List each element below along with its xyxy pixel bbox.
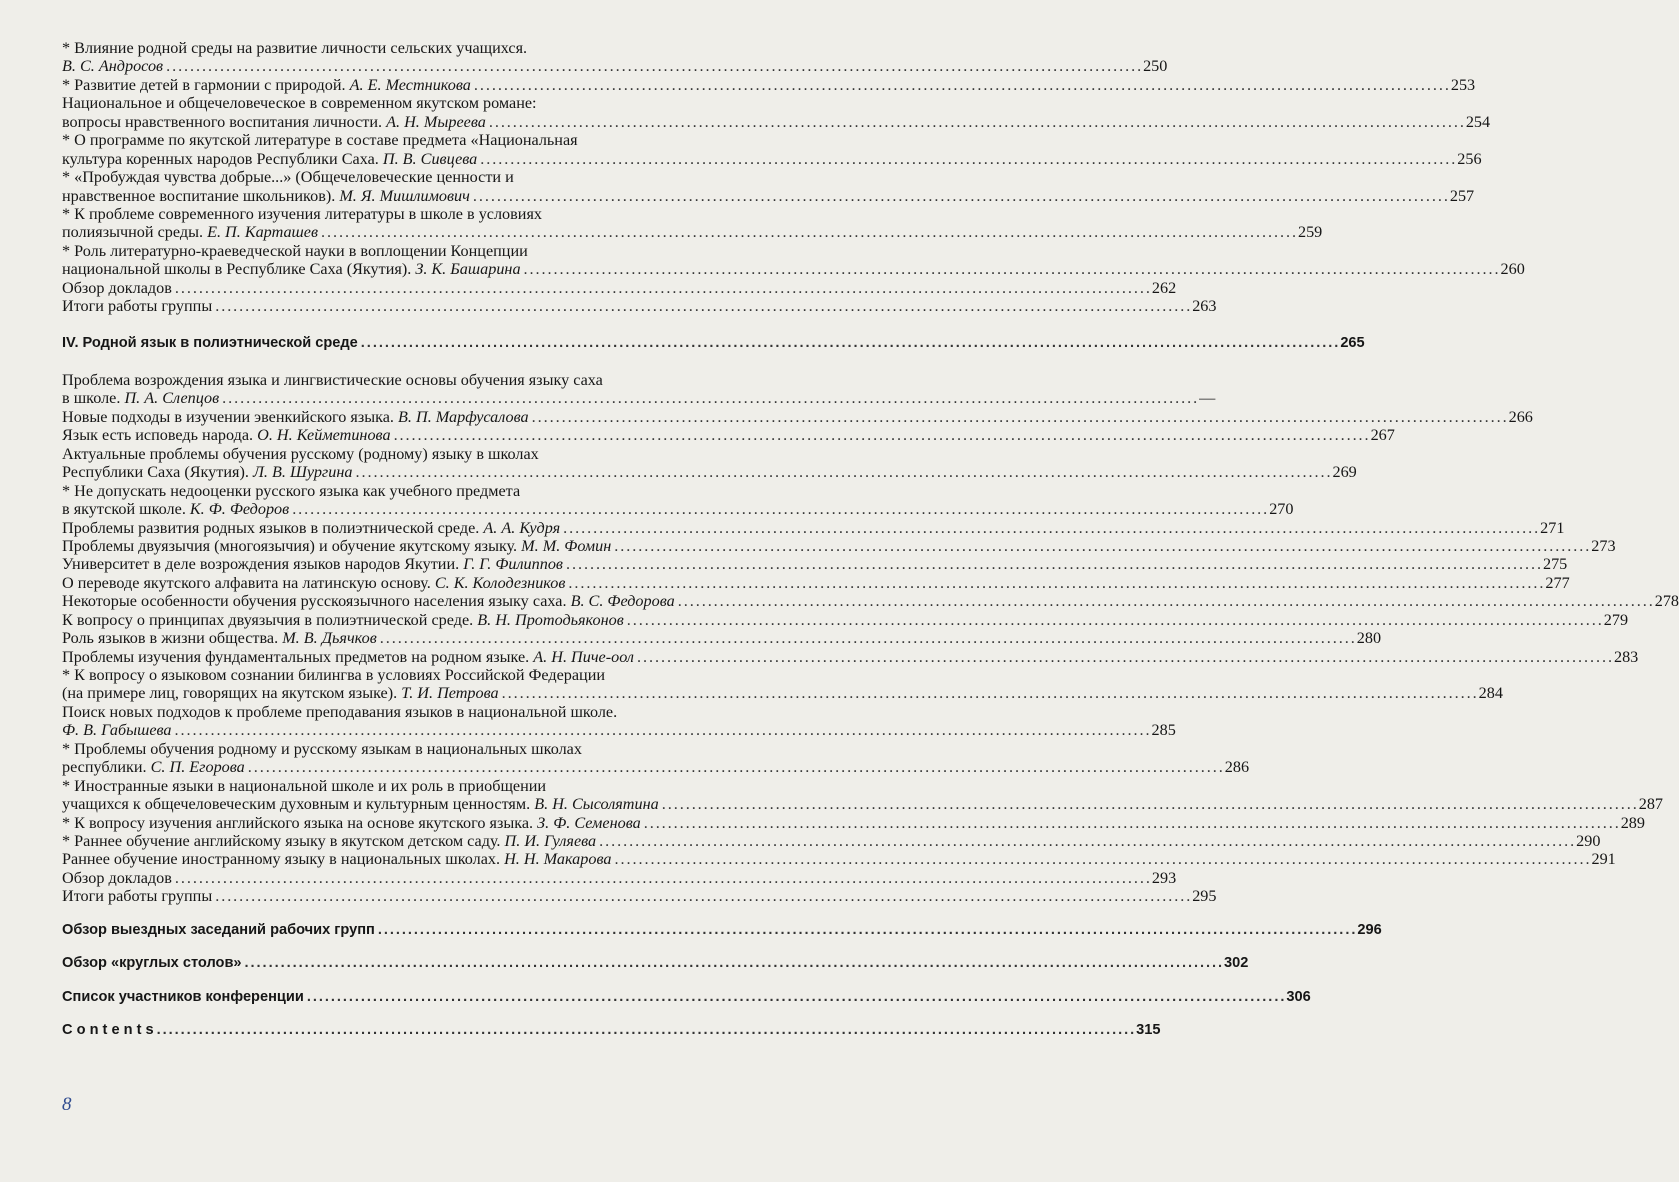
toc-line: [62, 536, 1616, 555]
dot-leader: [361, 334, 1338, 352]
toc-title: * «Пробуждая чувства добрые...» (Общечеловеческие ценности и: [62, 168, 514, 187]
toc-title: в школе.: [62, 389, 125, 408]
dot-leader: [678, 592, 1652, 610]
toc-line-text: [62, 954, 242, 972]
toc-line: [62, 297, 1217, 316]
toc-title: Итоги работы группы: [62, 297, 213, 316]
toc-line-text: [62, 850, 611, 868]
toc-line: [62, 887, 1217, 906]
toc-line-text: [62, 721, 172, 739]
toc-line: [62, 721, 1176, 740]
toc-page-number: 293: [1151, 868, 1177, 887]
toc-title: Проблемы изучения фундаментальных предметов на родном языке.: [62, 647, 534, 666]
toc-title: нравственное воспитание школьников).: [62, 186, 340, 205]
toc-section-heading: [62, 334, 1365, 352]
toc-line: [62, 463, 1357, 482]
dot-leader: [215, 297, 1189, 315]
toc-author: А. А. Кудря: [483, 518, 561, 537]
toc-line-text: [62, 408, 529, 426]
toc-title: полиязычной среды.: [62, 223, 208, 242]
toc-line-text: [62, 205, 542, 223]
toc-title: Список участников конференции: [62, 988, 304, 1005]
toc-title: Некоторые особенности обучения русскоязычного населения языку саха.: [62, 592, 571, 611]
dot-leader: [157, 1021, 1134, 1039]
dot-leader: [566, 555, 1540, 573]
toc-page-number: 271: [1540, 518, 1565, 537]
toc-author: П. И. Гуляева: [504, 831, 597, 850]
dot-leader: [378, 921, 1355, 939]
dot-leader: [245, 954, 1222, 972]
toc-spacer: [62, 939, 810, 954]
toc-line: [62, 39, 810, 57]
toc-line: [62, 242, 810, 260]
toc-title: Актуальные проблемы обучения русскому (родному) языку в школах: [62, 444, 539, 463]
toc-page-number: 290: [1576, 831, 1601, 850]
toc-page-number: 285: [1151, 721, 1176, 740]
toc-line: [62, 94, 810, 112]
toc-line: [62, 831, 1601, 850]
dot-leader: [637, 648, 1611, 666]
toc-line-text: [62, 537, 611, 555]
toc-author: С. П. Егорова: [150, 758, 245, 777]
toc-line: [62, 813, 1645, 832]
toc-line: [62, 758, 1250, 777]
toc-title: Раннее обучение иностранному языку в национальных школах.: [62, 850, 505, 869]
toc-author: З. Ф. Семенова: [537, 813, 641, 832]
toc-author: В. Н. Протодьяконов: [477, 610, 624, 629]
toc-line-text: [62, 611, 624, 629]
toc-page-number: 302: [1224, 955, 1249, 972]
toc-line-text: [62, 297, 212, 315]
dot-leader: [380, 629, 1354, 647]
toc-title: * К вопросу изучения английского языка на основе якутского языка.: [62, 813, 538, 832]
toc-author: С. К. Колодезников: [434, 573, 566, 592]
toc-page-number: 259: [1297, 223, 1323, 242]
toc-line-text: [62, 887, 212, 905]
toc-title: * Не допускать недооценки русского языка как учебного предмета: [62, 481, 521, 500]
dot-leader: [307, 988, 1284, 1006]
toc-title: учащихся к общечеловеческим духовным и культурным ценностям.: [62, 795, 535, 814]
toc-author: М. Я. Мишлимович: [339, 186, 470, 205]
toc-title: * Влияние родной среды на развитие личности сельских учащихся.: [62, 39, 528, 57]
toc-line-text: [62, 574, 565, 592]
toc-title: Итоги работы группы: [62, 887, 213, 906]
toc-title: Обзор выездных заседаний рабочих групп: [62, 921, 375, 938]
toc-title: IV. Родной язык в полиэтнической среде: [62, 335, 358, 352]
toc-line-text: [62, 168, 514, 186]
toc-section-heading: [62, 988, 1311, 1006]
toc-line: [62, 555, 1568, 574]
toc-author: П. В. Сивцева: [382, 149, 478, 168]
toc-author: Ф. В. Габышева: [62, 721, 172, 740]
toc-page-number: 286: [1224, 758, 1250, 777]
toc-page-number: 279: [1603, 610, 1629, 629]
toc-title: в якутской школе.: [62, 500, 190, 519]
table-of-contents: [62, 39, 1679, 1039]
toc-line-text: [62, 445, 539, 463]
dot-leader: [568, 574, 1542, 592]
toc-line-text: [62, 389, 219, 407]
toc-title: национальной школы в Республике Саха (Якутия).: [62, 260, 416, 279]
toc-line-text: [62, 555, 563, 573]
dot-leader: [222, 389, 1196, 407]
toc-line: [62, 482, 810, 500]
toc-line-text: [62, 150, 477, 168]
toc-line-text: [62, 223, 318, 241]
dot-leader: [614, 537, 1588, 555]
toc-line: [62, 131, 810, 149]
toc-line-text: [62, 777, 546, 795]
dot-leader: [166, 57, 1140, 75]
toc-line-text: [62, 1021, 154, 1039]
toc-page-number: 306: [1286, 988, 1311, 1005]
toc-author: П. А. Слепцов: [124, 389, 220, 408]
toc-title: * Роль литературно-краеведческой науки в воплощении Концепции: [62, 241, 528, 260]
toc-page-number: 269: [1332, 463, 1357, 482]
toc-line-text: [62, 519, 560, 537]
toc-page-number: 254: [1465, 112, 1491, 131]
dot-leader: [524, 260, 1498, 278]
toc-title: C o n t e n t s: [62, 1022, 154, 1038]
dot-leader: [292, 500, 1266, 518]
toc-section-heading: [62, 954, 1249, 972]
page-number: 8: [62, 1094, 72, 1115]
toc-page-number: 275: [1542, 555, 1568, 574]
toc-spacer: [62, 973, 810, 988]
toc-author: Г. Г. Филиппов: [463, 555, 563, 574]
toc-line-text: [62, 57, 163, 75]
toc-title: Обзор «круглых столов»: [62, 955, 242, 972]
dot-leader: [662, 795, 1636, 813]
toc-page-number: 263: [1192, 297, 1217, 316]
toc-line: [62, 260, 1525, 279]
toc-line: [62, 610, 1629, 629]
toc-author: А. Н. Мыреева: [386, 112, 486, 131]
toc-line-text: [62, 684, 499, 702]
toc-page-number: 296: [1357, 921, 1382, 938]
toc-author: К. Ф. Федоров: [189, 500, 290, 519]
dot-leader: [502, 684, 1476, 702]
toc-line: [62, 573, 1570, 592]
toc-line-text: [62, 113, 486, 131]
toc-line-text: [62, 666, 605, 684]
dot-leader: [215, 887, 1189, 905]
toc-line-text: [62, 921, 375, 939]
dot-leader: [480, 150, 1454, 168]
toc-author: В. П. Марфусалова: [398, 407, 529, 426]
toc-line: [62, 186, 1475, 205]
toc-line-text: [62, 869, 172, 887]
dot-leader: [532, 408, 1506, 426]
toc-spacer: [62, 316, 810, 335]
dot-leader: [175, 721, 1149, 739]
toc-line-text: [62, 592, 675, 610]
toc-line: [62, 777, 810, 795]
toc-page-number: 315: [1136, 1022, 1161, 1038]
toc-line-text: [62, 187, 470, 205]
toc-page-number: 262: [1151, 278, 1177, 297]
toc-author: А. Н. Пиче-оол: [533, 647, 634, 666]
toc-title: К вопросу о принципах двуязычия в полиэтнической среде.: [62, 610, 478, 629]
toc-line: [62, 684, 1503, 703]
toc-line: [62, 703, 810, 721]
toc-page-number: 277: [1545, 573, 1570, 592]
toc-title: * Проблемы обучения родному и русскому языкам в национальных школах: [62, 739, 582, 758]
toc-line: [62, 795, 1663, 814]
toc-line-text: [62, 500, 289, 518]
toc-spacer: [62, 906, 810, 921]
toc-line: [62, 426, 1395, 445]
toc-title: * К вопросу о языковом сознании билингва в условиях Российской Федерации: [62, 666, 606, 684]
toc-line-text: [62, 260, 521, 278]
toc-title: культура коренных народов Республики Саха.: [62, 149, 383, 168]
dot-leader: [644, 814, 1618, 832]
toc-line: [62, 629, 1382, 648]
toc-line: [62, 740, 810, 758]
toc-line: [62, 223, 1323, 242]
toc-title: Проблема возрождения языка и лингвистические основы обучения языку саха: [62, 371, 603, 389]
toc-author: Е. П. Карташев: [207, 223, 318, 242]
toc-title: Университет в деле возрождения языков народов Якутии.: [62, 555, 464, 574]
toc-page-number: 280: [1356, 629, 1382, 648]
dot-leader: [175, 869, 1149, 887]
toc-line: [62, 168, 810, 186]
toc-author: М. М. Фомин: [521, 536, 612, 555]
toc-line-text: [62, 463, 352, 481]
toc-title: Обзор докладов: [62, 868, 172, 887]
toc-title: республики.: [62, 758, 151, 777]
toc-line: [62, 868, 1177, 887]
toc-line: [62, 112, 1491, 131]
toc-title: (на примере лиц, говорящих на якутском языке).: [62, 684, 402, 703]
toc-line-text: [62, 814, 641, 832]
toc-line: [62, 850, 1616, 869]
toc-line: [62, 666, 810, 684]
toc-line-text: [62, 648, 634, 666]
toc-line-text: [62, 334, 358, 352]
toc-line-text: [62, 94, 537, 112]
toc-page-number: 278: [1654, 592, 1679, 611]
dot-leader: [473, 187, 1447, 205]
toc-section-heading: [62, 1021, 1161, 1039]
dot-leader: [599, 832, 1573, 850]
toc-line-text: [62, 795, 659, 813]
toc-page-number: 250: [1143, 57, 1168, 76]
toc-line-text: [62, 758, 245, 776]
toc-line: [62, 389, 1216, 408]
toc-page-number: 256: [1457, 149, 1482, 168]
toc-author: О. Н. Кейметинова: [257, 426, 391, 445]
toc-line: [62, 647, 1639, 666]
toc-title: Национальное и общечеловеческое в современном якутском романе:: [62, 94, 537, 113]
toc-page-number: 283: [1613, 647, 1639, 666]
dot-leader: [321, 223, 1295, 241]
toc-title: * О программе по якутской литературе в составе предмета «Национальная: [62, 131, 578, 150]
toc-title: Обзор докладов: [62, 278, 172, 297]
toc-author: В. Н. Сысолятина: [534, 795, 659, 814]
toc-line: [62, 205, 810, 223]
toc-title: * Раннее обучение английскому языку в якутском детском саду.: [62, 831, 505, 850]
toc-line: [62, 500, 1294, 519]
toc-page-number: 295: [1192, 887, 1217, 906]
toc-line-text: [62, 371, 603, 389]
dot-leader: [175, 279, 1149, 297]
toc-author: М. В. Дьячков: [282, 629, 377, 648]
dot-leader: [355, 463, 1329, 481]
toc-line: [62, 445, 810, 463]
toc-title: Республики Саха (Якутия).: [62, 463, 253, 482]
toc-line: [62, 278, 1177, 297]
toc-title: Поиск новых подходов к проблеме преподавания языков в национальной школе.: [62, 702, 618, 721]
toc-line: [62, 57, 1168, 76]
toc-spacer: [62, 353, 810, 372]
toc-author: А. Е. Местникова: [349, 75, 471, 94]
toc-page-number: 257: [1449, 186, 1475, 205]
dot-leader: [627, 611, 1601, 629]
toc-line-text: [62, 703, 617, 721]
toc-line-text: [62, 832, 596, 850]
toc-author: Л. В. Шургина: [252, 463, 353, 482]
toc-title: * К проблеме современного изучения литературы в школе в условиях: [62, 204, 542, 223]
toc-page-number: 289: [1620, 813, 1645, 832]
toc-page-number: 284: [1478, 684, 1503, 703]
toc-page-number: 267: [1370, 426, 1395, 445]
toc-page-number: 253: [1450, 75, 1476, 94]
toc-page-number: 260: [1500, 260, 1525, 279]
toc-line-text: [62, 242, 528, 260]
toc-title: О переводе якутского алфавита на латинскую основу.: [62, 573, 435, 592]
toc-author: Н. Н. Макарова: [504, 850, 612, 869]
toc-line-text: [62, 131, 578, 149]
toc-line-text: [62, 988, 304, 1006]
toc-page-number: 273: [1591, 536, 1616, 555]
toc-title: Роль языков в жизни общества.: [62, 629, 283, 648]
toc-title: Язык есть исповедь народа.: [62, 426, 258, 445]
toc-page-number: —: [1199, 389, 1216, 408]
dot-leader: [474, 76, 1448, 94]
toc-author: В. С. Федорова: [570, 592, 675, 611]
toc-page-number: 270: [1269, 500, 1294, 519]
toc-title: Проблемы развития родных языков в полиэтнической среде.: [62, 518, 484, 537]
toc-line-text: [62, 76, 471, 94]
toc-page-number: 287: [1638, 795, 1663, 814]
toc-page-number: 266: [1508, 407, 1533, 426]
toc-spacer: [62, 1006, 810, 1021]
toc-line: [62, 371, 810, 389]
toc-line: [62, 407, 1533, 426]
toc-section-heading: [62, 921, 1382, 939]
dot-leader: [614, 850, 1588, 868]
toc-author: В. С. Андросов: [62, 57, 164, 76]
toc-line-text: [62, 279, 172, 297]
toc-title: Проблемы двуязычия (многоязычия) и обучение якутскому языку.: [62, 536, 522, 555]
toc-author: З. К. Башарина: [415, 260, 521, 279]
toc-title: вопросы нравственного воспитания личности.: [62, 112, 387, 131]
dot-leader: [248, 758, 1222, 776]
toc-line-text: [62, 39, 527, 57]
toc-line-text: [62, 740, 582, 758]
toc-line-text: [62, 482, 520, 500]
dot-leader: [489, 113, 1463, 131]
dot-leader: [563, 519, 1537, 537]
toc-line-text: [62, 629, 377, 647]
toc-title: * Иностранные языки в национальной школе и их роль в приобщении: [62, 776, 547, 795]
toc-line: [62, 149, 1482, 168]
toc-title: Новые подходы в изучении эвенкийского языка.: [62, 407, 399, 426]
toc-line-text: [62, 426, 391, 444]
toc-line: [62, 75, 1476, 94]
toc-line: [62, 592, 1679, 611]
toc-page-number: 265: [1340, 335, 1365, 352]
toc-title: * Развитие детей в гармонии с природой.: [62, 75, 350, 94]
toc-page-number: 291: [1591, 850, 1616, 869]
dot-leader: [394, 426, 1368, 444]
toc-line: [62, 518, 1565, 537]
toc-author: Т. И. Петрова: [401, 684, 499, 703]
